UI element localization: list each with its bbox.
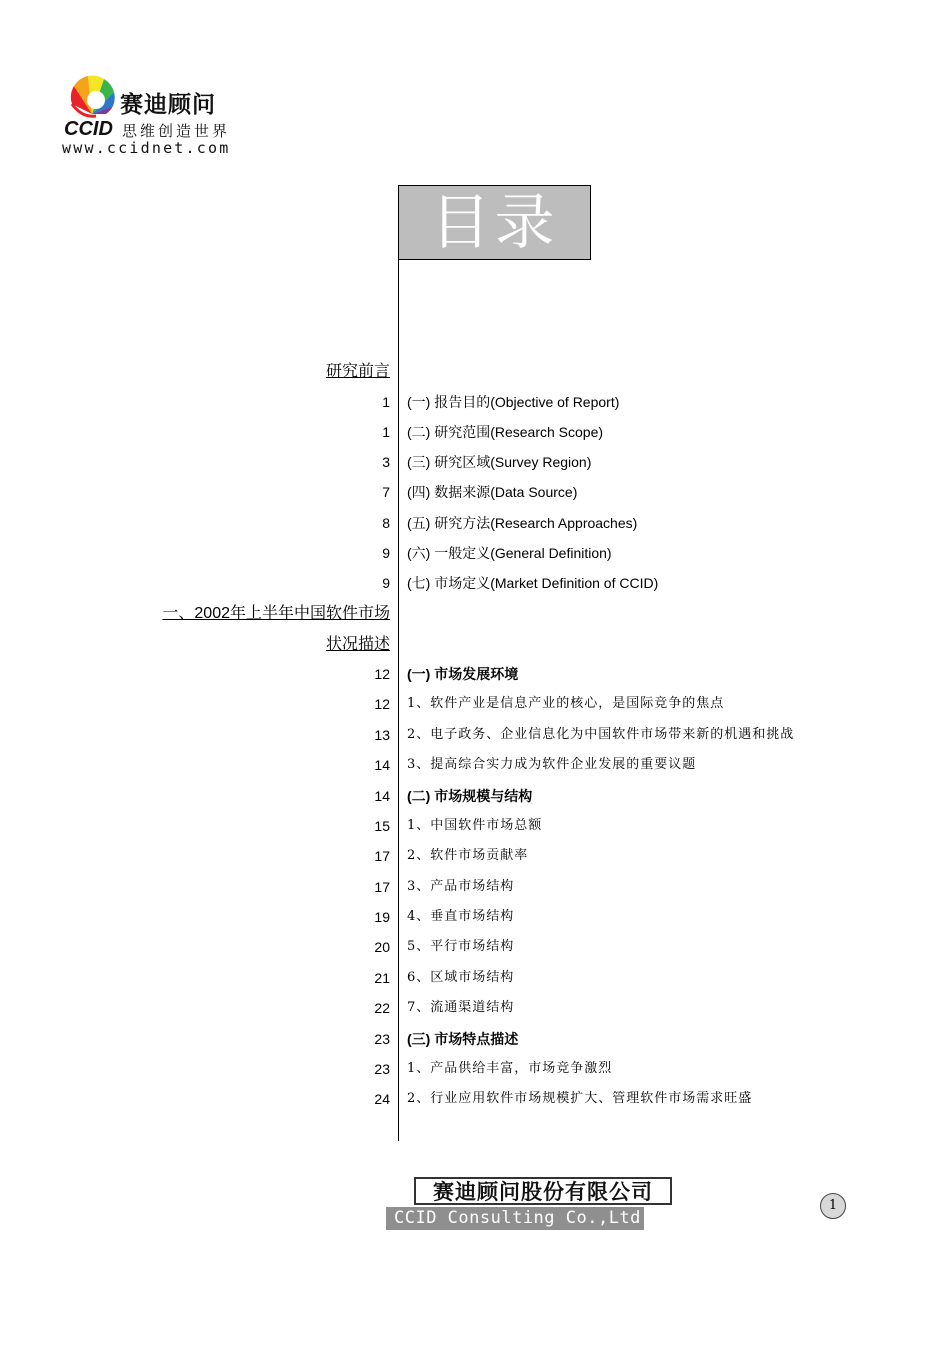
page-number-badge: 1 — [820, 1193, 846, 1219]
ccid-logo — [62, 70, 252, 160]
toc-page-number: 12 — [374, 696, 390, 712]
toc-entry[interactable] — [0, 569, 950, 597]
toc-entry[interactable] — [0, 478, 950, 506]
toc-page-number: 20 — [374, 939, 390, 955]
toc-entry[interactable] — [0, 812, 950, 840]
toc-entry-text: (二) 研究范围(Research Scope) — [407, 424, 604, 440]
toc-page-number: 15 — [374, 818, 390, 834]
toc-entry[interactable] — [0, 509, 950, 537]
toc-entry[interactable] — [0, 873, 950, 901]
toc-page-number: 8 — [382, 515, 390, 531]
toc-page-number: 1 — [382, 394, 390, 410]
toc-entry-text: (七) 市场定义(Market Definition of CCID) — [407, 575, 659, 591]
toc-page-number: 19 — [374, 909, 390, 925]
toc-entry-text: 3、产品市场结构 — [407, 879, 515, 894]
toc-page-number: 1 — [382, 424, 390, 440]
toc-page-number: 23 — [374, 1061, 390, 1077]
toc-entry-text: (三) 市场特点描述 — [407, 1031, 519, 1047]
toc-entry[interactable] — [0, 1025, 950, 1053]
toc-entry-text: 7、流通渠道结构 — [407, 1000, 515, 1015]
toc-entry-text: 3、提高综合实力成为软件企业发展的重要议题 — [407, 757, 697, 772]
toc-page-number: 9 — [382, 545, 390, 561]
toc-entry-text: (六) 一般定义(General Definition) — [407, 545, 612, 561]
toc-entry[interactable] — [0, 782, 950, 810]
toc-entry[interactable] — [0, 1055, 950, 1083]
toc-entry-text: (二) 市场规模与结构 — [407, 788, 533, 804]
toc-page-number: 17 — [374, 848, 390, 864]
toc-entry[interactable] — [0, 1085, 950, 1113]
toc-entry[interactable] — [0, 751, 950, 779]
toc-chapter-title: 状况描述 — [325, 636, 390, 653]
toc-entry[interactable] — [0, 933, 950, 961]
toc-entry-text: 2、行业应用软件市场规模扩大、管理软件市场需求旺盛 — [407, 1091, 753, 1106]
toc-entry[interactable] — [0, 964, 950, 992]
toc-page-number: 3 — [382, 454, 390, 470]
toc-page-number: 22 — [374, 1000, 390, 1016]
logo-slogan: 思维创造世界 — [122, 122, 231, 140]
footer-company-name-cn: 赛迪顾问股份有限公司 — [414, 1177, 672, 1205]
toc-entry[interactable] — [0, 418, 950, 446]
toc-entry-text: (三) 研究区域(Survey Region) — [407, 454, 592, 470]
toc-entry-text: (四) 数据来源(Data Source) — [407, 484, 578, 500]
toc-entry[interactable] — [0, 721, 950, 749]
toc-entry-text: 2、软件市场贡献率 — [407, 848, 529, 863]
toc-page-number: 9 — [382, 575, 390, 591]
toc-page-number: 14 — [374, 757, 390, 773]
logo-url: www.ccidnet.com — [62, 139, 231, 157]
toc-entry[interactable] — [0, 994, 950, 1022]
toc-entry-text: 5、平行市场结构 — [407, 939, 515, 954]
toc-page-number: 17 — [374, 879, 390, 895]
ccid-rainbow-logo-icon — [66, 74, 118, 120]
toc-heading-chapter1[interactable] — [0, 600, 950, 628]
logo-brand-en: CCID — [64, 118, 113, 140]
toc-entry-text: 4、垂直市场结构 — [407, 909, 515, 924]
toc-page-number: 23 — [374, 1031, 390, 1047]
toc-page-number: 14 — [374, 788, 390, 804]
toc-entry[interactable] — [0, 539, 950, 567]
toc-title: 目录 — [430, 187, 559, 258]
toc-page-number: 21 — [374, 970, 390, 986]
toc-page-number: 13 — [374, 727, 390, 743]
logo-brand-cn: 赛迪顾问 — [120, 92, 216, 118]
toc-heading-chapter1-cont[interactable] — [0, 631, 950, 659]
toc-entry-text: (一) 市场发展环境 — [407, 666, 519, 682]
toc-entry-text: 1、软件产业是信息产业的核心，是国际竞争的焦点 — [407, 696, 725, 711]
toc-title-box — [398, 185, 591, 260]
toc-entry[interactable] — [0, 388, 950, 416]
toc-chapter-title: 一、2002年上半年中国软件市场 — [162, 605, 390, 622]
toc-heading-preface[interactable] — [0, 358, 950, 386]
toc-page-number: 12 — [374, 666, 390, 682]
footer-company-name-en: CCID Consulting Co.,Ltd — [386, 1207, 644, 1230]
toc-entry[interactable] — [0, 842, 950, 870]
toc-entry[interactable] — [0, 903, 950, 931]
toc-entry-text: 2、电子政务、企业信息化为中国软件市场带来新的机遇和挑战 — [407, 727, 795, 742]
toc-entry-text: 1、中国软件市场总额 — [407, 818, 543, 833]
toc-entry[interactable] — [0, 448, 950, 476]
toc-entry-text: (一) 报告目的(Objective of Report) — [407, 394, 620, 410]
toc-page-number: 24 — [374, 1091, 390, 1107]
toc-entry-text: 6、区域市场结构 — [407, 970, 515, 985]
toc-page-number: 7 — [382, 484, 390, 500]
toc-entry-text: (五) 研究方法(Research Approaches) — [407, 515, 638, 531]
toc-entry[interactable] — [0, 660, 950, 688]
toc-entry-text: 1、产品供给丰富，市场竞争激烈 — [407, 1061, 613, 1076]
toc-chapter-title: 研究前言 — [325, 363, 390, 380]
toc-entry[interactable] — [0, 690, 950, 718]
